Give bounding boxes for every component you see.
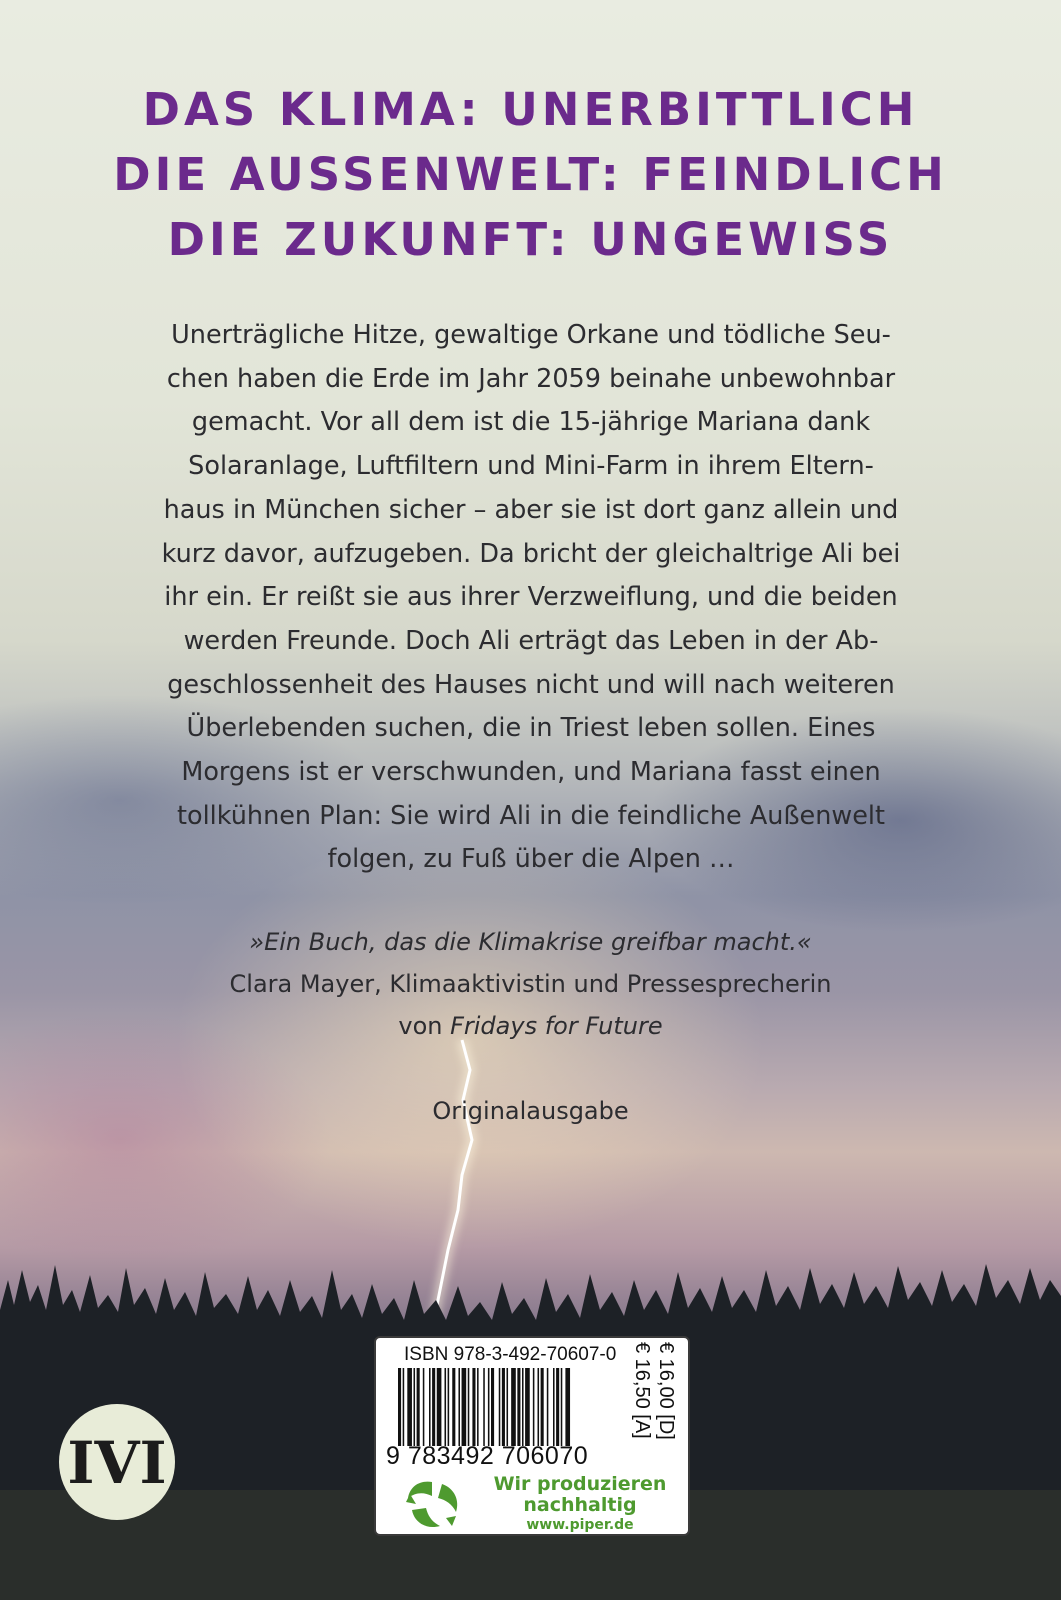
- barcode-bar: [403, 1368, 405, 1446]
- barcode-bar: [488, 1368, 490, 1446]
- barcode-bar: [423, 1368, 425, 1446]
- barcode-bar: [553, 1368, 555, 1446]
- barcode-bar: [502, 1368, 505, 1446]
- barcode-bar: [541, 1368, 544, 1446]
- barcode-bar: [517, 1368, 520, 1446]
- barcode-bar: [538, 1368, 540, 1446]
- barcode-bar: [414, 1368, 416, 1446]
- barcode-bar: [468, 1368, 470, 1446]
- barcode-bar: [407, 1368, 412, 1446]
- barcode-bar: [499, 1368, 501, 1446]
- barcode-bar: [429, 1368, 431, 1446]
- barcode-bar: [511, 1368, 516, 1446]
- blurb-line: werden Freunde. Doch Ali erträgt das Leben in der Ab-: [183, 625, 879, 656]
- barcode-bar: [547, 1368, 549, 1446]
- headline-line-1: DAS KLIMA: UNERBITTLICH: [142, 83, 919, 136]
- barcode-bar: [556, 1368, 559, 1446]
- barcode-bar: [477, 1368, 479, 1446]
- barcode-bar: [565, 1368, 570, 1446]
- eco-statement: [480, 1474, 680, 1534]
- blurb-line: Solaranlage, Luftfiltern und Mini-Farm in ihrem Eltern-: [188, 451, 874, 482]
- barcode-bar: [452, 1368, 455, 1446]
- ivi-logo-text: IVI: [67, 1429, 167, 1497]
- barcode-label: [374, 1336, 690, 1536]
- barcode-bar: [445, 1368, 447, 1446]
- attribution-prefix: von: [398, 1012, 451, 1040]
- barcode-bar: [483, 1368, 485, 1446]
- barcode-bar: [507, 1368, 509, 1446]
- eco-line-2: nachhaltig: [523, 1494, 637, 1516]
- recycle-leaves-icon: [402, 1476, 466, 1532]
- blurb-line: chen haben die Erde im Jahr 2059 beinahe unbewohnbar: [166, 363, 896, 394]
- isbn-text: ISBN 978-3-492-70607-0: [404, 1344, 617, 1365]
- barcode-bar: [448, 1368, 450, 1446]
- price-germany: € 16,00 [D]: [655, 1342, 677, 1440]
- ivi-logo-icon: [58, 1403, 176, 1521]
- barcode-bar: [458, 1368, 460, 1446]
- headline-line-3: DIE ZUKUNFT: UNGEWISS: [167, 213, 894, 266]
- barcode-bar: [491, 1368, 494, 1446]
- barcode-bar: [525, 1368, 530, 1446]
- barcode-bar: [561, 1368, 563, 1446]
- eco-line-1: Wir produzieren: [493, 1473, 667, 1495]
- review-attribution-source: [0, 1012, 1061, 1040]
- blurb-line: Morgens ist er verschwunden, und Mariana fasst einen: [181, 757, 881, 788]
- blurb-line: ihr ein. Er reißt sie aus ihrer Verzweiflung, und die beiden: [164, 582, 898, 613]
- edition-label: Originalausgabe: [432, 1097, 629, 1125]
- blurb-text: [118, 314, 944, 882]
- blurb-line: gemacht. Vor all dem ist die 15-jährige Mariana dank: [191, 407, 871, 438]
- barcode-bar: [533, 1368, 535, 1446]
- barcode-bar: [398, 1368, 401, 1446]
- blurb-line: Überlebenden suchen, die in Triest leben sollen. Eines: [186, 713, 876, 744]
- headline-line-2: DIE AUSSENWELT: FEINDLICH: [113, 148, 948, 201]
- review-attribution: Clara Mayer, Klimaaktivistin und Pressesprecherin: [229, 970, 832, 998]
- price-block: [628, 1342, 678, 1452]
- blurb-line: haus in München sicher – aber sie ist dort ganz allein und: [163, 494, 899, 525]
- barcode-bar: [472, 1368, 475, 1446]
- blurb-line: kurz davor, aufzugeben. Da bricht der gleichaltrige Ali bei: [161, 538, 901, 569]
- barcode-bar: [417, 1368, 420, 1446]
- barcode-bar: [522, 1368, 524, 1446]
- blurb-line: folgen, zu Fuß über die Alpen …: [327, 844, 735, 875]
- review-quote: »Ein Buch, das die Klimakrise greifbar macht.«: [249, 928, 812, 956]
- blurb-line: Unerträgliche Hitze, gewaltige Orkane und tödliche Seu-: [171, 320, 891, 350]
- barcode-bars: [398, 1368, 628, 1446]
- blurb-line: geschlossenheit des Hauses nicht und will nach weiteren: [167, 669, 895, 700]
- eco-url: www.piper.de: [526, 1517, 634, 1533]
- ean-digits: 9 783492 706070: [386, 1442, 589, 1470]
- barcode-bar: [432, 1368, 435, 1446]
- barcode-bar: [437, 1368, 442, 1446]
- blurb-line: tollkühnen Plan: Sie wird Ali in die feindliche Außenwelt: [177, 800, 885, 831]
- price-austria: € 16,50 [A]: [631, 1342, 653, 1439]
- attribution-work: Fridays for Future: [450, 1012, 663, 1040]
- barcode-bar: [462, 1368, 467, 1446]
